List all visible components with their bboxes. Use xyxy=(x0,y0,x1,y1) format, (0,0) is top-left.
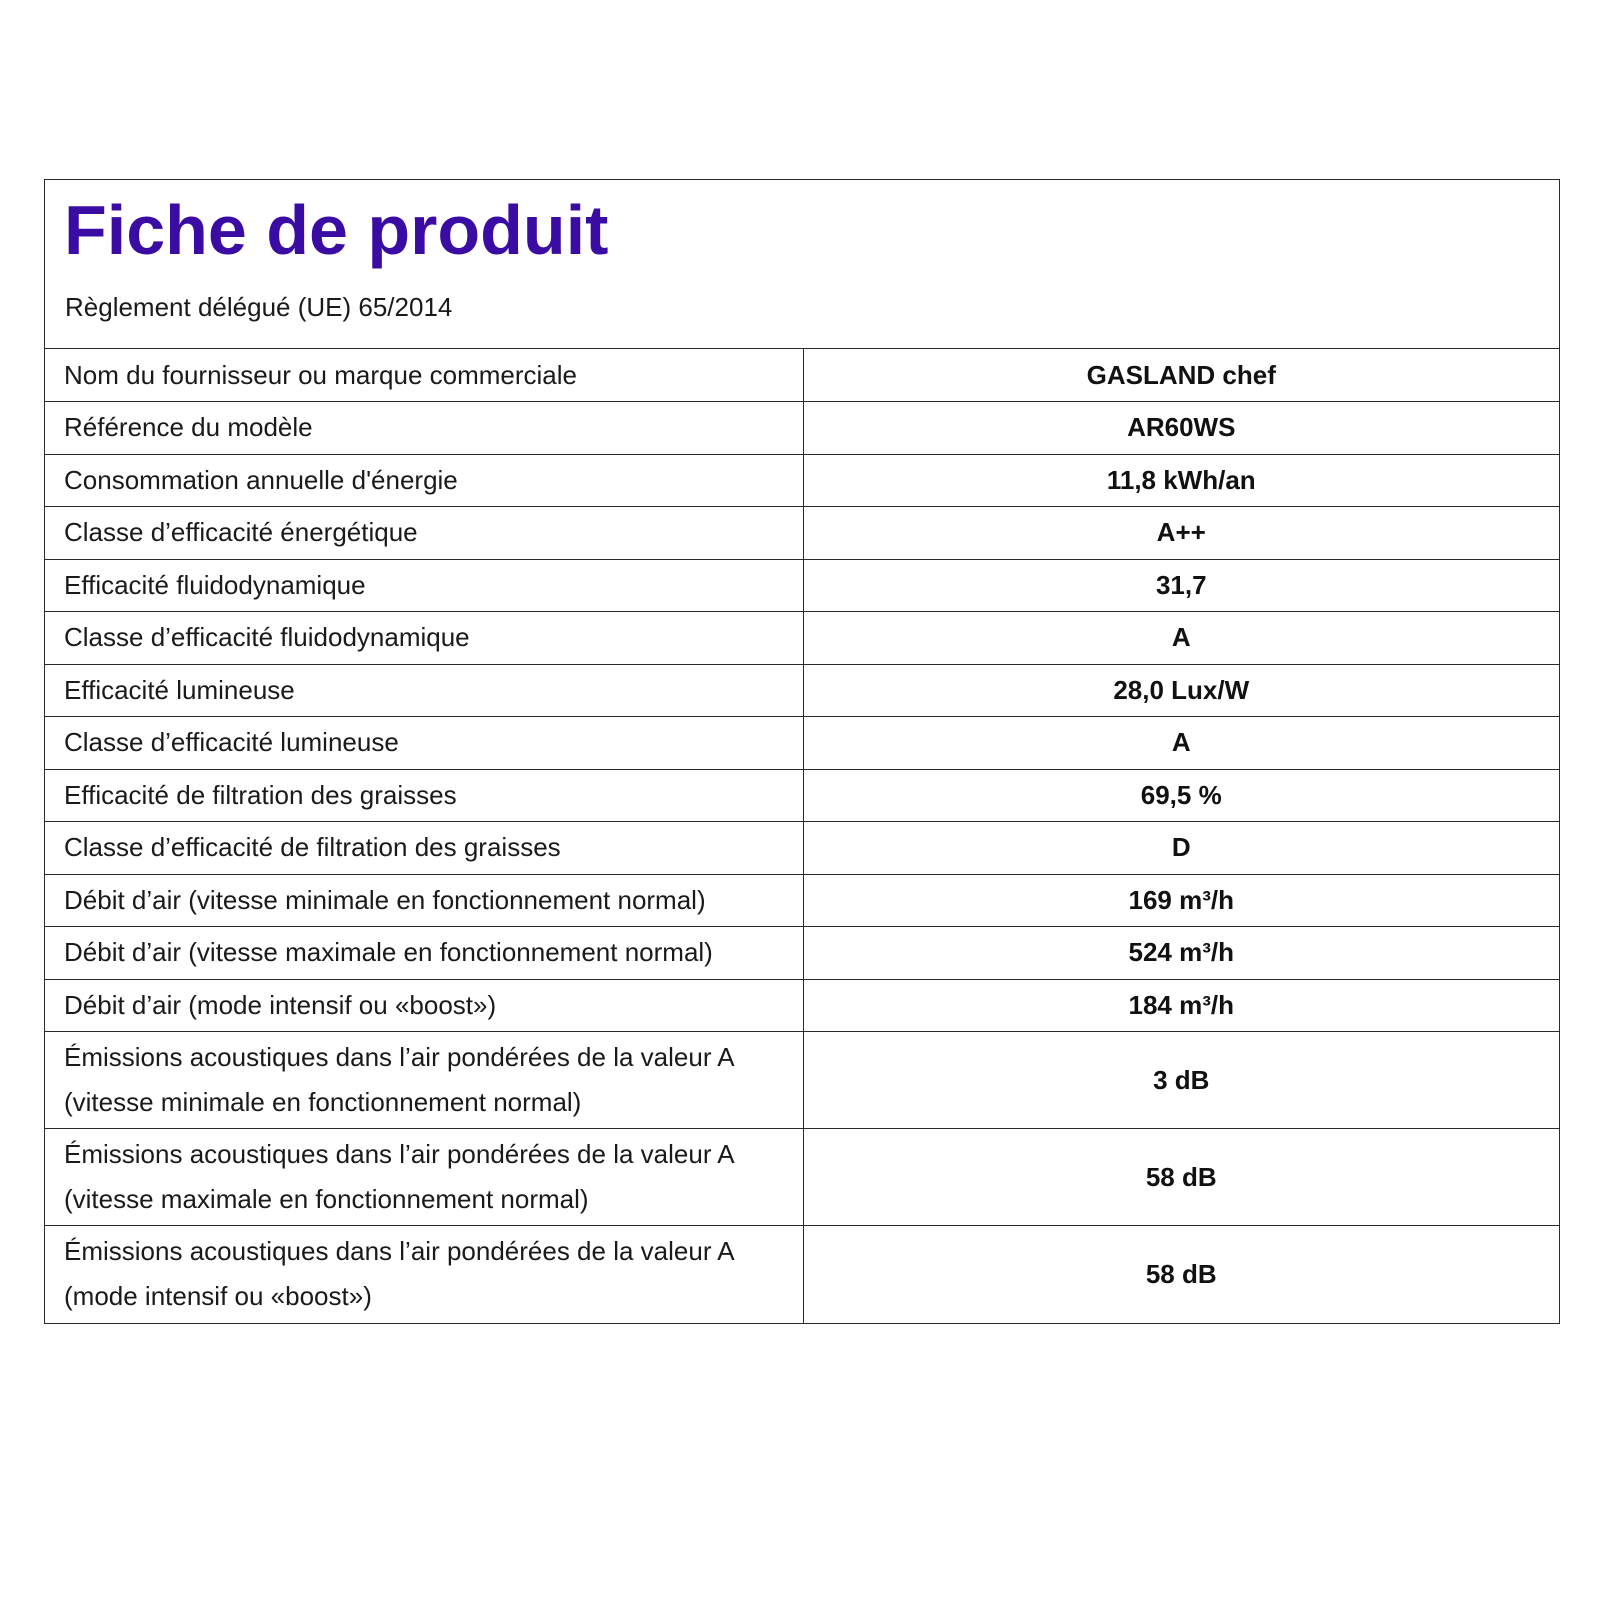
table-row xyxy=(45,1226,1559,1323)
table-row xyxy=(45,507,1559,560)
table-row xyxy=(45,717,1559,770)
table-row xyxy=(45,612,1559,665)
table-row xyxy=(45,874,1559,927)
row-label: Débit d’air (mode intensif ou «boost») xyxy=(45,979,803,1032)
row-label: Émissions acoustiques dans l’air pondérées de la valeur A (vitesse minimale en fonctionnement normal) xyxy=(45,1032,803,1129)
row-label: Émissions acoustiques dans l’air pondérées de la valeur A (vitesse maximale en fonctionnement normal) xyxy=(45,1129,803,1226)
product-sheet xyxy=(44,179,1560,1324)
table-row xyxy=(45,402,1559,455)
row-value: 28,0 Lux/W xyxy=(803,664,1559,717)
table-row xyxy=(45,979,1559,1032)
row-value: GASLAND chef xyxy=(1086,359,1276,390)
row-value: 3 dB xyxy=(803,1032,1559,1129)
row-value: 184 m³/h xyxy=(803,979,1559,1032)
table-row xyxy=(45,349,1559,402)
row-label: Efficacité fluidodynamique xyxy=(45,559,803,612)
row-value: 58 dB xyxy=(803,1129,1559,1226)
table-row xyxy=(45,1032,1559,1129)
row-label: Classe d’efficacité de filtration des graisses xyxy=(45,822,803,875)
row-value: AR60WS xyxy=(803,402,1559,455)
page-title: Fiche de produit xyxy=(64,191,609,269)
spec-table xyxy=(45,349,1559,1323)
row-value: 169 m³/h xyxy=(803,874,1559,927)
row-value: A xyxy=(803,612,1559,665)
table-row xyxy=(45,822,1559,875)
row-label: Débit d’air (vitesse minimale en fonctionnement normal) xyxy=(45,874,803,927)
row-label: Classe d’efficacité fluidodynamique xyxy=(45,612,803,665)
row-label: Référence du modèle xyxy=(45,402,803,455)
table-row xyxy=(45,454,1559,507)
table-row xyxy=(45,1129,1559,1226)
row-value: 524 m³/h xyxy=(803,927,1559,980)
row-label: Classe d’efficacité énergétique xyxy=(45,507,803,560)
table-row xyxy=(45,769,1559,822)
regulation-reference: Règlement délégué (UE) 65/2014 xyxy=(65,292,453,322)
row-value: A xyxy=(803,717,1559,770)
table-row xyxy=(45,559,1559,612)
table-row xyxy=(45,664,1559,717)
row-label: Consommation annuelle d'énergie xyxy=(45,454,803,507)
row-value: 69,5 % xyxy=(803,769,1559,822)
row-value: 31,7 xyxy=(803,559,1559,612)
row-value: 11,8 kWh/an xyxy=(803,454,1559,507)
row-label: Efficacité lumineuse xyxy=(45,664,803,717)
sheet-header xyxy=(45,180,1559,349)
row-label: Efficacité de filtration des graisses xyxy=(45,769,803,822)
row-label: Débit d’air (vitesse maximale en fonctionnement normal) xyxy=(45,927,803,980)
row-label: Émissions acoustiques dans l’air pondérées de la valeur A (mode intensif ou «boost») xyxy=(45,1226,803,1323)
row-label: Nom du fournisseur ou marque commerciale xyxy=(45,349,803,402)
row-label: Classe d’efficacité lumineuse xyxy=(45,717,803,770)
row-value: D xyxy=(803,822,1559,875)
row-value: 58 dB xyxy=(803,1226,1559,1323)
table-row xyxy=(45,927,1559,980)
row-value: A++ xyxy=(803,507,1559,560)
